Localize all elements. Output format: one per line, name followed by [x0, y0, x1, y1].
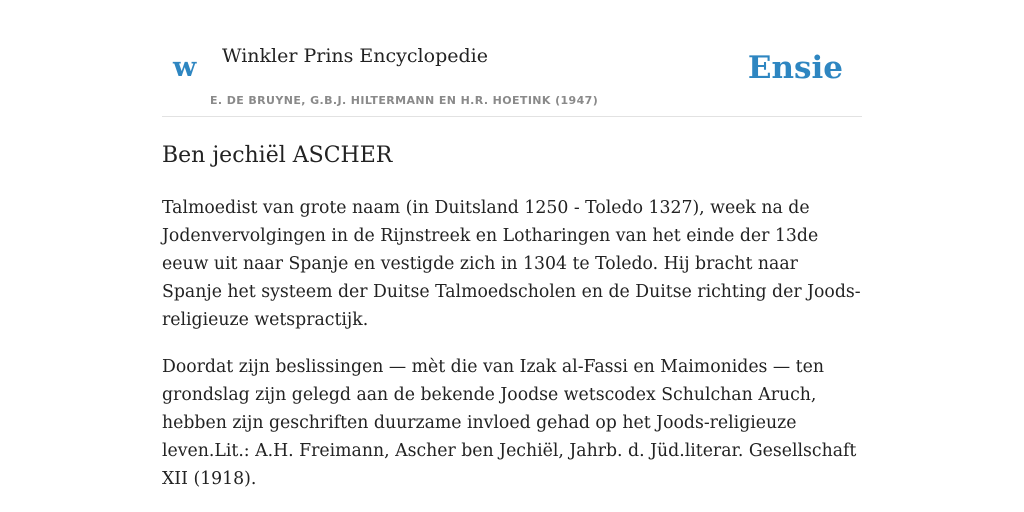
ensie-logo-link[interactable]: Ensie	[747, 50, 843, 86]
article-paragraph: Doordat zijn beslissingen — mèt die van Izak al-Fassi en Maimonides — ten grondslag zijn gelegd aan de bekende Joodse wetscodex Schulchan Aruch, hebben zijn geschriften duurzame invloed gehad op het Joods-religieuze leven.Lit.: A.H. Freimann, Ascher ben Jechiël, Jahrb. d. Jüd.literar. Gesellschaft XII (1918).	[162, 357, 857, 489]
article-paragraph: Talmoedist van grote naam (in Duitsland 1250 - Toledo 1327), week na de Jodenvervolgingen in de Rijnstreek en Lotharingen van het einde der 13de eeuw uit naar Spanje en vestigde zich in 1304 te Toledo. Hij bracht naar Spanje het systeem der Duitse Talmoedscholen en de Duitse richting der Joods-religieuze wetspractijk.	[162, 198, 861, 330]
winkler-prins-logo[interactable]: w	[173, 52, 197, 83]
article-title: Ben jechiël ASCHER	[162, 143, 393, 168]
site-header	[162, 0, 862, 117]
site-title: Winkler Prins Encyclopedie	[222, 45, 488, 67]
authors-line: E. DE BRUYNE, G.B.J. HILTERMANN EN H.R. HOETINK (1947)	[210, 94, 599, 107]
page	[162, 0, 862, 493]
